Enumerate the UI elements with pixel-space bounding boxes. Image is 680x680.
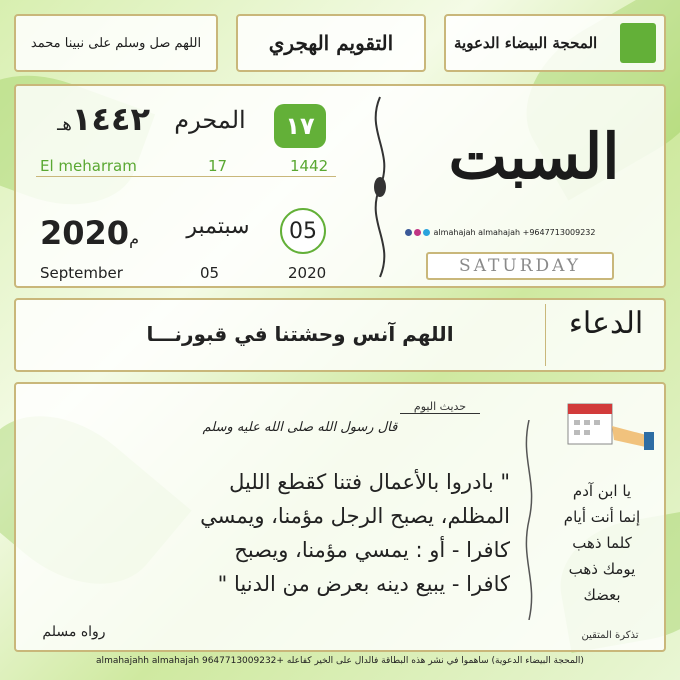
header-org-box <box>444 14 666 72</box>
hijri-day-badge <box>274 104 326 148</box>
instagram-icon <box>414 229 421 236</box>
hijri-underline <box>36 176 336 177</box>
gregorian-day: 05 <box>289 218 317 244</box>
social-contact-top <box>404 228 595 237</box>
day-name-en-box <box>426 252 614 280</box>
header-prayer-box <box>14 14 218 72</box>
gregorian-year-en: 2020 <box>288 264 327 282</box>
reminder-line-1: يا ابن آدم <box>572 482 632 500</box>
gregorian-year: 2020 <box>40 214 130 252</box>
dua-title: الدعاء <box>568 306 644 341</box>
hijri-day: ١٧ <box>285 112 315 140</box>
hijri-day-en: 17 <box>208 157 228 175</box>
dua-title-divider <box>545 304 546 366</box>
header-prayer: اللهم صل وسلم على نبينا محمد <box>30 35 202 51</box>
gregorian-day-en: 05 <box>200 264 220 282</box>
org-logo-icon <box>620 23 656 63</box>
calendar-title: التقويم الهجري <box>268 31 394 55</box>
scroll-ornament-icon <box>520 420 538 620</box>
day-name-en: SATURDAY <box>459 256 581 276</box>
gregorian-month-ar: سبتمبر <box>186 214 250 239</box>
social-contact-text: almahajah almahajah +9647713009232 <box>433 228 596 237</box>
hijri-year-suffix: هـ <box>57 114 72 135</box>
hijri-year: ١٤٤٢ <box>71 100 150 138</box>
org-name: المحجة البيضاء الدعوية <box>454 34 598 52</box>
reminder-line-5: بعضك <box>583 586 621 604</box>
facebook-icon <box>405 229 412 236</box>
hijri-year-en: 1442 <box>290 157 329 175</box>
gregorian-year-suffix: م <box>129 229 139 248</box>
hadith-line-2: المظلم، يصبح الرجل مؤمنا، ويمسي <box>200 504 510 528</box>
reminder-line-4: يومك ذهب <box>568 560 636 578</box>
calendar-hand-icon <box>560 396 656 456</box>
hadith-source: رواه مسلم <box>42 624 106 640</box>
hadith-line-4: كافرا - يبيع دينه بعرض من الدنيا " <box>217 572 510 596</box>
gregorian-day-circle <box>280 208 326 254</box>
header-calendar-title-box <box>236 14 426 72</box>
hadith-label: حديث اليوم <box>400 400 480 414</box>
hijri-month-en: El meharram <box>40 157 137 175</box>
dua-text: اللهم آنس وحشتنا في قبورنـــا <box>146 322 454 346</box>
hadith-intro: قال رسول الله صلى الله عليه وسلم <box>202 420 398 435</box>
gregorian-year-box <box>40 214 139 252</box>
hijri-month: المحرم <box>174 106 246 134</box>
footer-text: (المحجة البيضاء الدعوية) ساهموا في نشر هذه البطاقة فالدال على الخير كفاعله +9647713009232 almahajahh almahajah <box>96 656 584 666</box>
hadith-line-3: كافرا - أو : يمسي مؤمنا، ويصبح <box>234 538 510 562</box>
telegram-icon <box>423 229 430 236</box>
reminder-caption: تذكرة المتقين <box>581 630 639 641</box>
gregorian-month-en: September <box>40 264 123 282</box>
ornament-divider-icon <box>360 92 400 282</box>
reminder-line-2: إنما أنت أيام <box>563 508 641 526</box>
day-name-ar: السبت <box>448 120 620 193</box>
reminder-line-3: كلما ذهب <box>572 534 632 552</box>
hadith-line-1: " بادروا بالأعمال فتنا كقطع الليل <box>229 470 510 494</box>
hijri-year-box <box>40 100 150 138</box>
